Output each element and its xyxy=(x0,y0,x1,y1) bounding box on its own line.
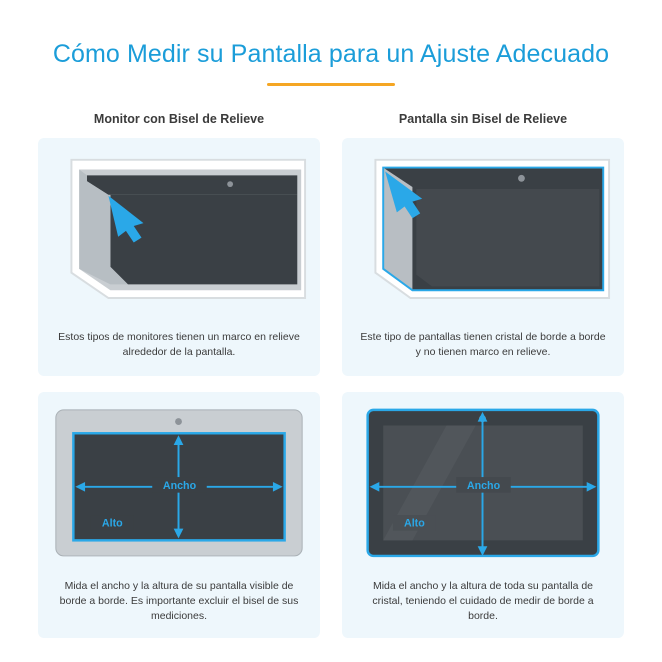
height-label: Alto xyxy=(403,517,425,530)
panel-bezelless-illustration xyxy=(342,138,624,376)
columns-container xyxy=(0,112,662,654)
panel-caption: Mida el ancho y la altura de su pantalla visible de borde a borde. Es importante excluir el bisel de sus mediciones. xyxy=(59,579,299,623)
bezelless-screen-illustration xyxy=(354,152,612,318)
width-label: Ancho xyxy=(162,479,197,492)
panel-caption: Estos tipos de monitores tienen un marco en relieve alrededor de la pantalla. xyxy=(58,330,300,358)
panel-bezel-illustration xyxy=(38,138,320,376)
column-bezelless-screen xyxy=(342,112,624,654)
page-title: Cómo Medir su Pantalla para un Ajuste Adecuado xyxy=(52,40,610,68)
panel-bezel-measurement xyxy=(38,392,320,638)
title-underline-rule xyxy=(267,83,395,86)
column-heading: Pantalla sin Bisel de Relieve xyxy=(398,112,568,126)
bezel-measure-illustration xyxy=(50,406,308,567)
bezelless-measure-illustration xyxy=(354,406,612,567)
panel-caption: Este tipo de pantallas tienen cristal de borde a borde y no tienen marco en relieve. xyxy=(360,330,606,358)
panel-bezelless-measurement xyxy=(342,392,624,638)
column-bezel-monitor xyxy=(38,112,320,654)
column-heading: Monitor con Bisel de Relieve xyxy=(93,112,265,126)
height-label: Alto xyxy=(101,517,123,530)
panel-caption: Mida el ancho y la altura de toda su pantalla de cristal, teniendo el cuidado de medir de borde a borde. xyxy=(372,579,594,623)
infographic-page xyxy=(0,40,662,662)
width-label: Ancho xyxy=(466,479,501,492)
bezel-monitor-illustration xyxy=(50,152,308,318)
